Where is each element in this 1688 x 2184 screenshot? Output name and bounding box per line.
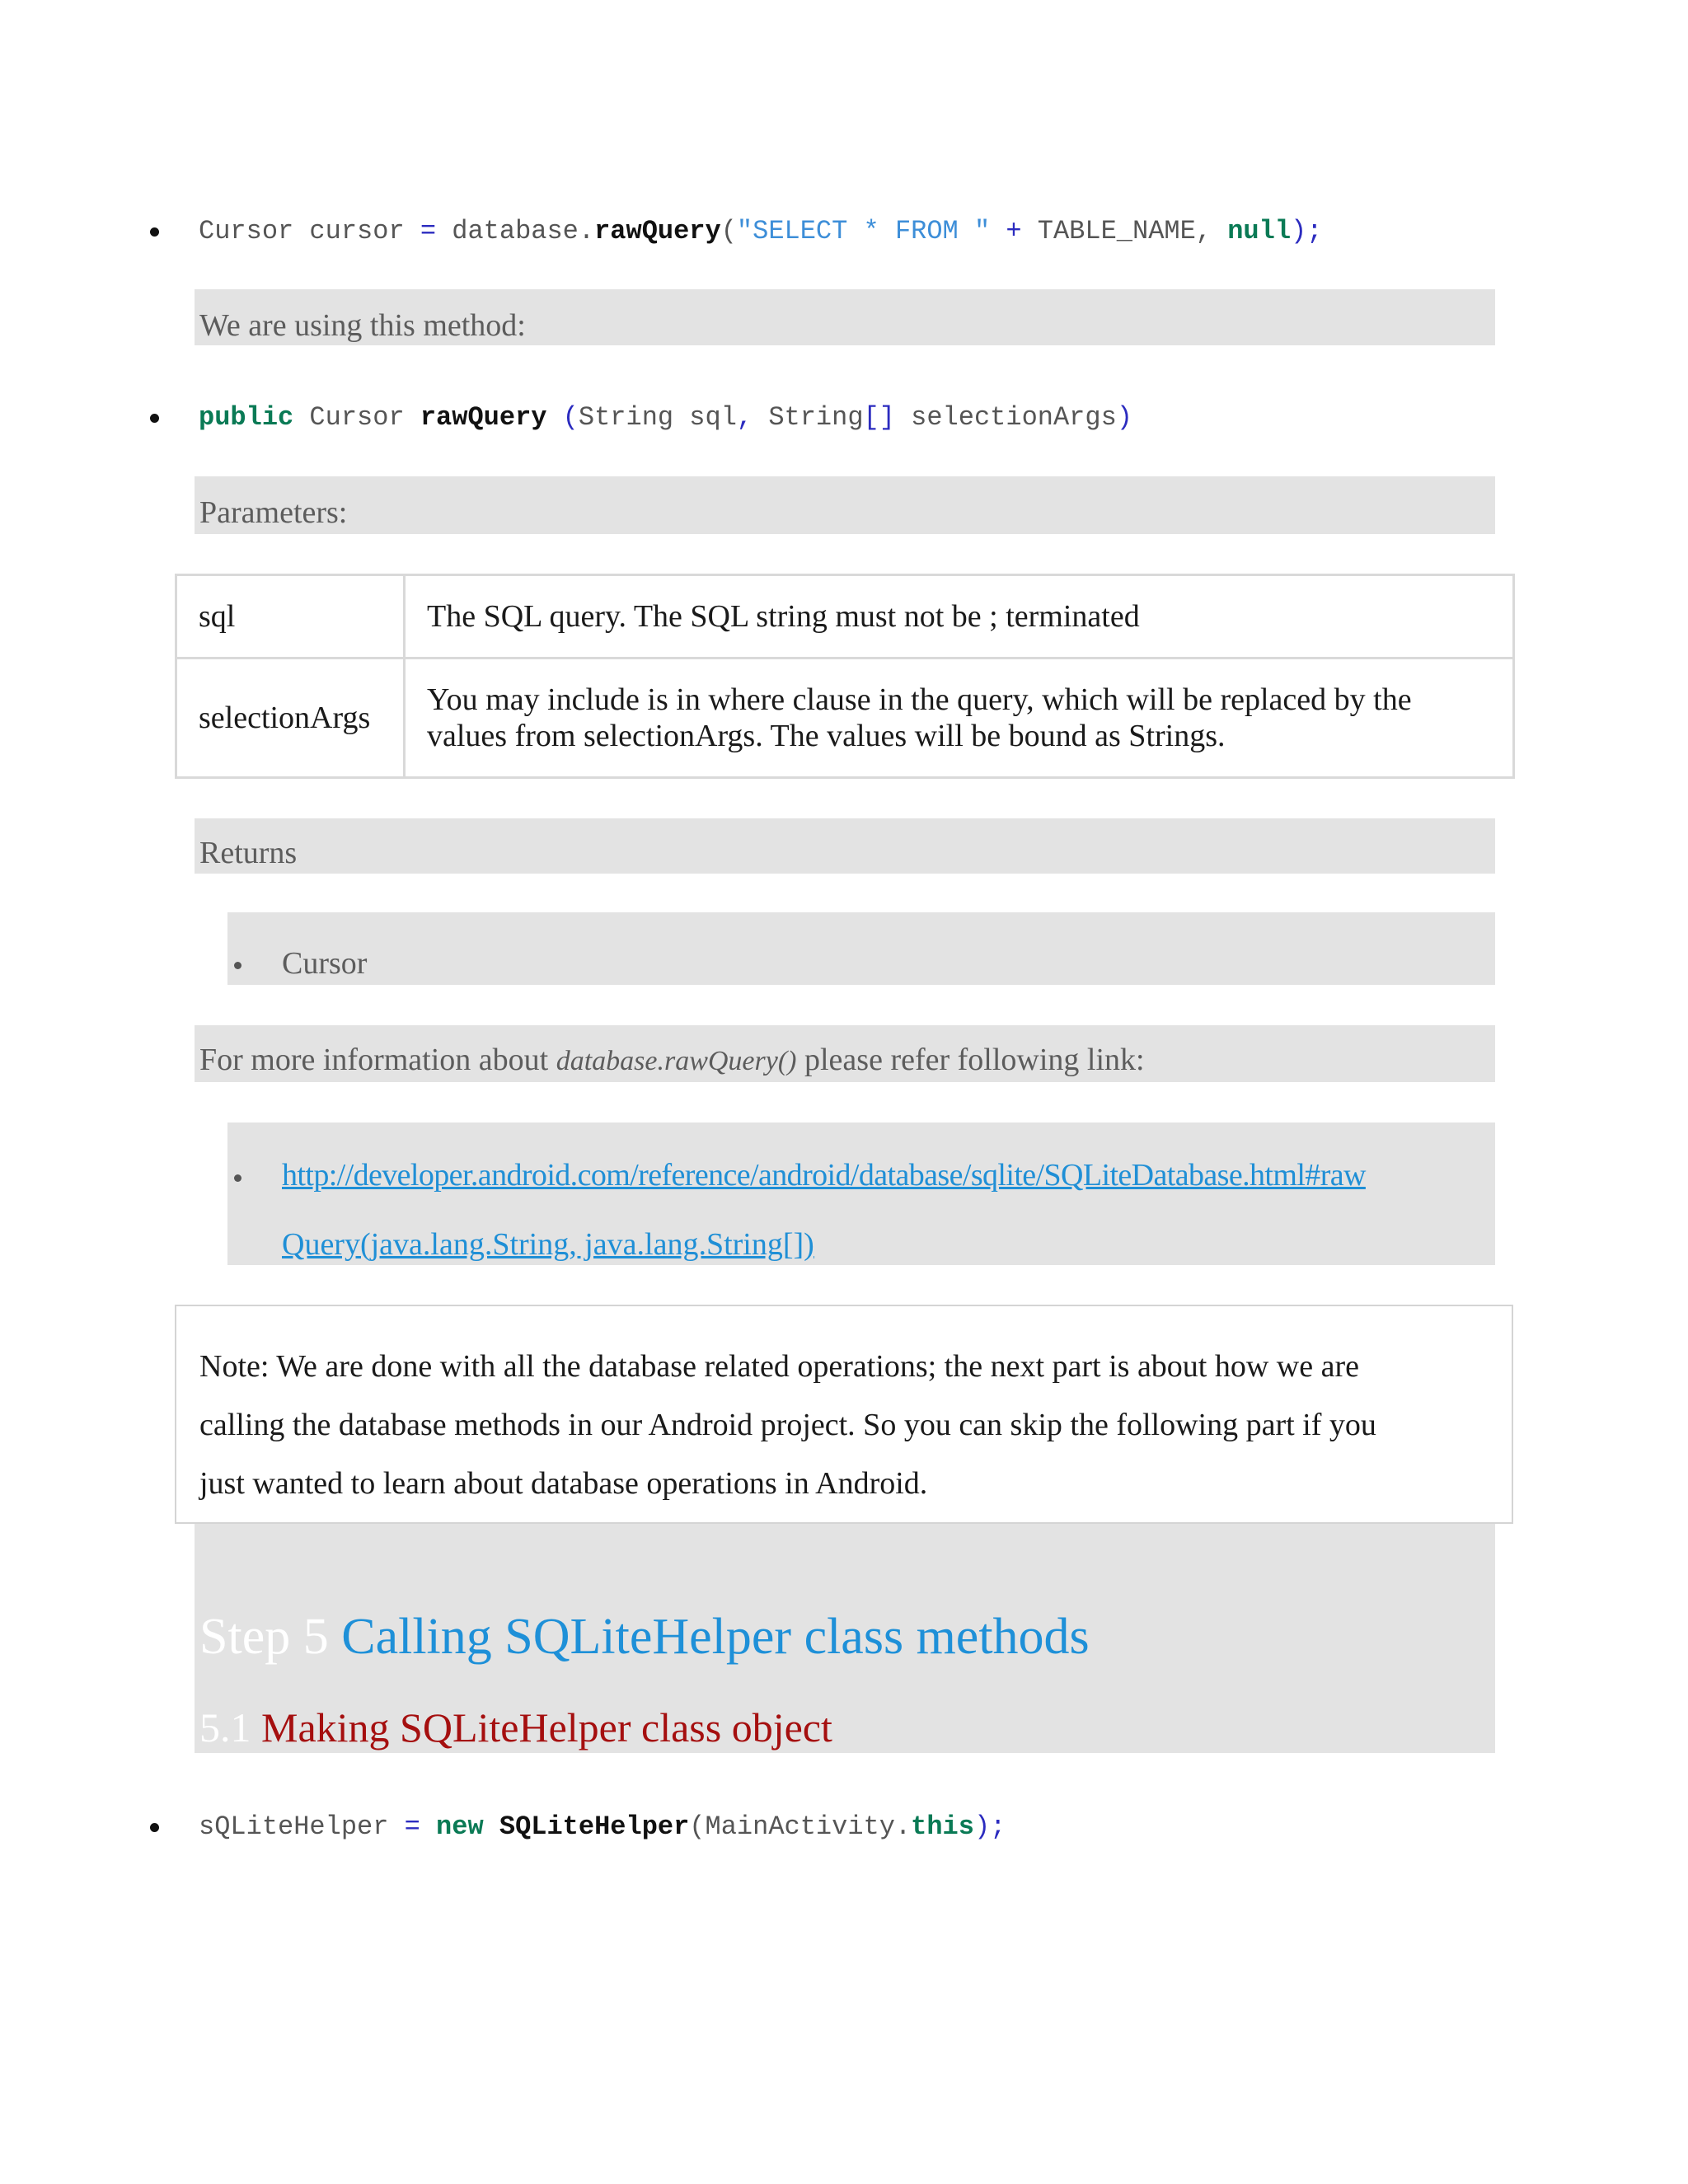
note-line: calling the database methods in our Android project. So you can skip the following part if you [199, 1408, 1376, 1442]
parameters-table [175, 574, 1515, 779]
more-info-suffix: please refer following link: [796, 1043, 1145, 1077]
reference-link[interactable] [282, 1157, 1366, 1193]
reference-link-panel [227, 1122, 1495, 1265]
bullet [150, 1823, 159, 1832]
table-row [176, 575, 1514, 658]
step-title: Calling SQLiteHelper class methods [341, 1609, 1090, 1665]
param-description-cell: You may include is in where clause in the query, which will be replaced by the values from selectionArgs. The values will be bound as Strings. [405, 658, 1514, 778]
step-heading [199, 1608, 1090, 1666]
param-name-cell: selectionArgs [176, 658, 405, 778]
step-heading-panel [195, 1524, 1495, 1753]
note-line: just wanted to learn about database operations in Android. [199, 1466, 928, 1501]
code-line-raw-query-call: Cursor cursor = database.rawQuery("SELECT * FROM " + TABLE_NAME, null); [199, 216, 1323, 246]
note-line: Note: We are done with all the database related operations; the next part is about how we are [199, 1349, 1360, 1384]
parameters-heading: Parameters: [199, 495, 348, 530]
more-info-prefix: For more information about [199, 1043, 556, 1077]
more-info-text [199, 1042, 1145, 1078]
return-type-text: Cursor [282, 946, 368, 981]
return-type-panel [227, 912, 1495, 985]
more-info-panel [195, 1025, 1495, 1082]
substep-heading [199, 1704, 832, 1751]
step-number: Step 5 [199, 1609, 329, 1665]
method-intro-panel [195, 289, 1495, 345]
more-info-method: database.rawQuery() [556, 1046, 797, 1076]
reference-link-continued[interactable] [282, 1226, 814, 1263]
bullet [150, 227, 159, 237]
table-row [176, 658, 1514, 778]
note-box [175, 1305, 1513, 1524]
bullet [150, 414, 159, 423]
code-line-method-signature: public Cursor rawQuery (String sql, String[] selectionArgs) [199, 402, 1132, 433]
reference-link-line2[interactable]: Query(java.lang.String, java.lang.String[]) [282, 1227, 814, 1262]
code-line-helper-instantiation: sQLiteHelper = new SQLiteHelper(MainActivity.this); [199, 1811, 1006, 1842]
reference-link-line1[interactable]: http://developer.android.com/reference/android/database/sqlite/SQLiteDatabase.html#raw [282, 1158, 1366, 1193]
param-description-cell: The SQL query. The SQL string must not be ; terminated [405, 575, 1514, 658]
returns-panel [195, 818, 1495, 874]
substep-number: 5.1 [199, 1704, 251, 1750]
substep-title: Making SQLiteHelper class object [261, 1704, 832, 1750]
param-name-cell: sql [176, 575, 405, 658]
returns-heading: Returns [199, 836, 298, 870]
bullet [234, 1174, 241, 1182]
bullet [234, 962, 241, 969]
method-intro-text: We are using this method: [199, 308, 526, 343]
parameters-panel [195, 476, 1495, 534]
